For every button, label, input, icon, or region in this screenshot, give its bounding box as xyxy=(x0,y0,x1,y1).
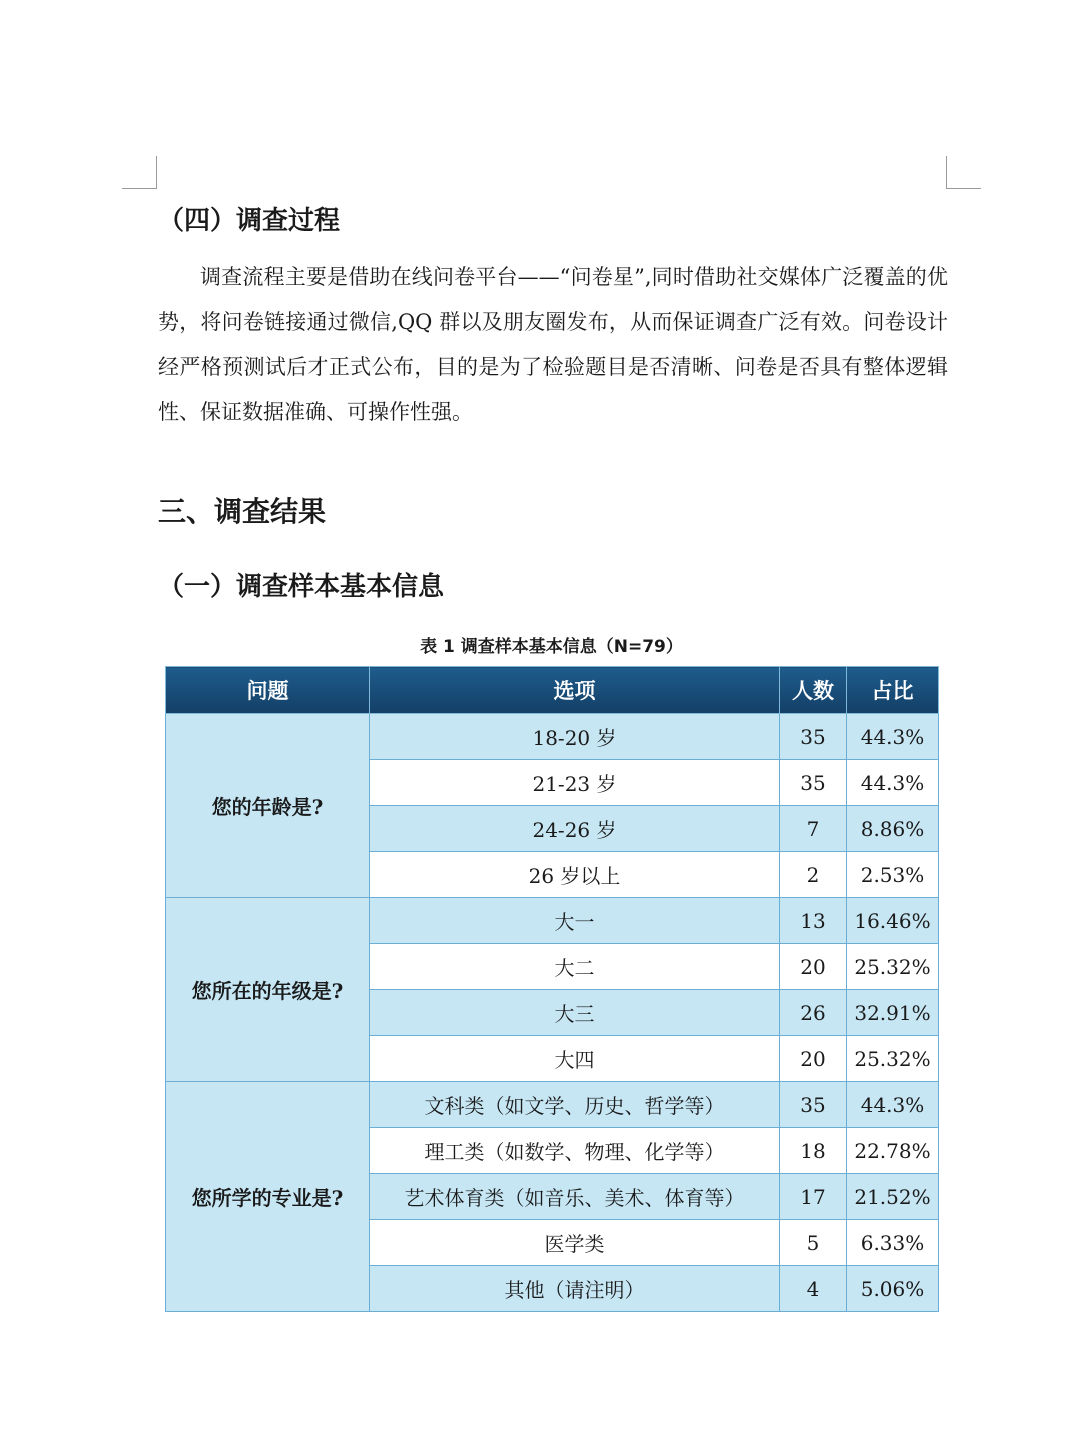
section-heading-process: （四）调查过程 xyxy=(158,206,341,236)
percent-cell: 44.3% xyxy=(847,714,939,760)
table-header-row xyxy=(166,667,939,714)
count-cell: 2 xyxy=(780,852,847,898)
table-caption: 表 1 调查样本基本信息（N=79） xyxy=(420,637,683,657)
question-cell-major: 您所学的专业是? xyxy=(166,1082,370,1312)
count-cell: 17 xyxy=(780,1174,847,1220)
percent-cell: 16.46% xyxy=(847,898,939,944)
option-cell: 21-23 岁 xyxy=(370,760,780,806)
option-cell: 医学类 xyxy=(370,1220,780,1266)
count-cell: 18 xyxy=(780,1128,847,1174)
count-cell: 5 xyxy=(780,1220,847,1266)
crop-mark-left xyxy=(122,156,157,189)
count-cell: 35 xyxy=(780,760,847,806)
option-cell: 大三 xyxy=(370,990,780,1036)
table-row xyxy=(166,714,939,760)
question-cell-grade: 您所在的年级是? xyxy=(166,898,370,1082)
count-cell: 4 xyxy=(780,1266,847,1312)
option-cell: 其他（请注明） xyxy=(370,1266,780,1312)
count-cell: 13 xyxy=(780,898,847,944)
percent-cell: 44.3% xyxy=(847,1082,939,1128)
percent-cell: 6.33% xyxy=(847,1220,939,1266)
percent-cell: 5.06% xyxy=(847,1266,939,1312)
question-cell-age: 您的年龄是? xyxy=(166,714,370,898)
option-cell: 18-20 岁 xyxy=(370,714,780,760)
option-cell: 艺术体育类（如音乐、美术、体育等） xyxy=(370,1174,780,1220)
option-cell: 大四 xyxy=(370,1036,780,1082)
count-cell: 26 xyxy=(780,990,847,1036)
process-paragraph: 调查流程主要是借助在线问卷平台——“问卷星”,同时借助社交媒体广泛覆盖的优势，将问卷链接通过微信,QQ 群以及朋友圈发布，从而保证调查广泛有效。问卷设计经严格预测试后才正式公布，目的是为了检验题目是否清晰、问卷是否具有整体逻辑性、保证数据准确、可操作性强。 xyxy=(158,265,948,424)
percent-cell: 21.52% xyxy=(847,1174,939,1220)
count-cell: 35 xyxy=(780,1082,847,1128)
section-heading-sample: （一）调查样本基本信息 xyxy=(158,572,445,602)
option-cell: 大一 xyxy=(370,898,780,944)
header-count: 人数 xyxy=(780,667,847,714)
percent-cell: 25.32% xyxy=(847,944,939,990)
table-row xyxy=(166,898,939,944)
option-cell: 理工类（如数学、物理、化学等） xyxy=(370,1128,780,1174)
percent-cell: 22.78% xyxy=(847,1128,939,1174)
count-cell: 20 xyxy=(780,944,847,990)
table-row xyxy=(166,1082,939,1128)
crop-mark-right xyxy=(946,156,981,189)
header-percent: 占比 xyxy=(847,667,939,714)
option-cell: 26 岁以上 xyxy=(370,852,780,898)
section-heading-results: 三、调查结果 xyxy=(158,495,327,528)
percent-cell: 2.53% xyxy=(847,852,939,898)
percent-cell: 32.91% xyxy=(847,990,939,1036)
header-option: 选项 xyxy=(370,667,780,714)
option-cell: 文科类（如文学、历史、哲学等） xyxy=(370,1082,780,1128)
count-cell: 7 xyxy=(780,806,847,852)
option-cell: 24-26 岁 xyxy=(370,806,780,852)
count-cell: 35 xyxy=(780,714,847,760)
sample-info-table xyxy=(165,666,939,1312)
option-cell: 大二 xyxy=(370,944,780,990)
count-cell: 20 xyxy=(780,1036,847,1082)
percent-cell: 25.32% xyxy=(847,1036,939,1082)
percent-cell: 8.86% xyxy=(847,806,939,852)
header-question: 问题 xyxy=(166,667,370,714)
percent-cell: 44.3% xyxy=(847,760,939,806)
